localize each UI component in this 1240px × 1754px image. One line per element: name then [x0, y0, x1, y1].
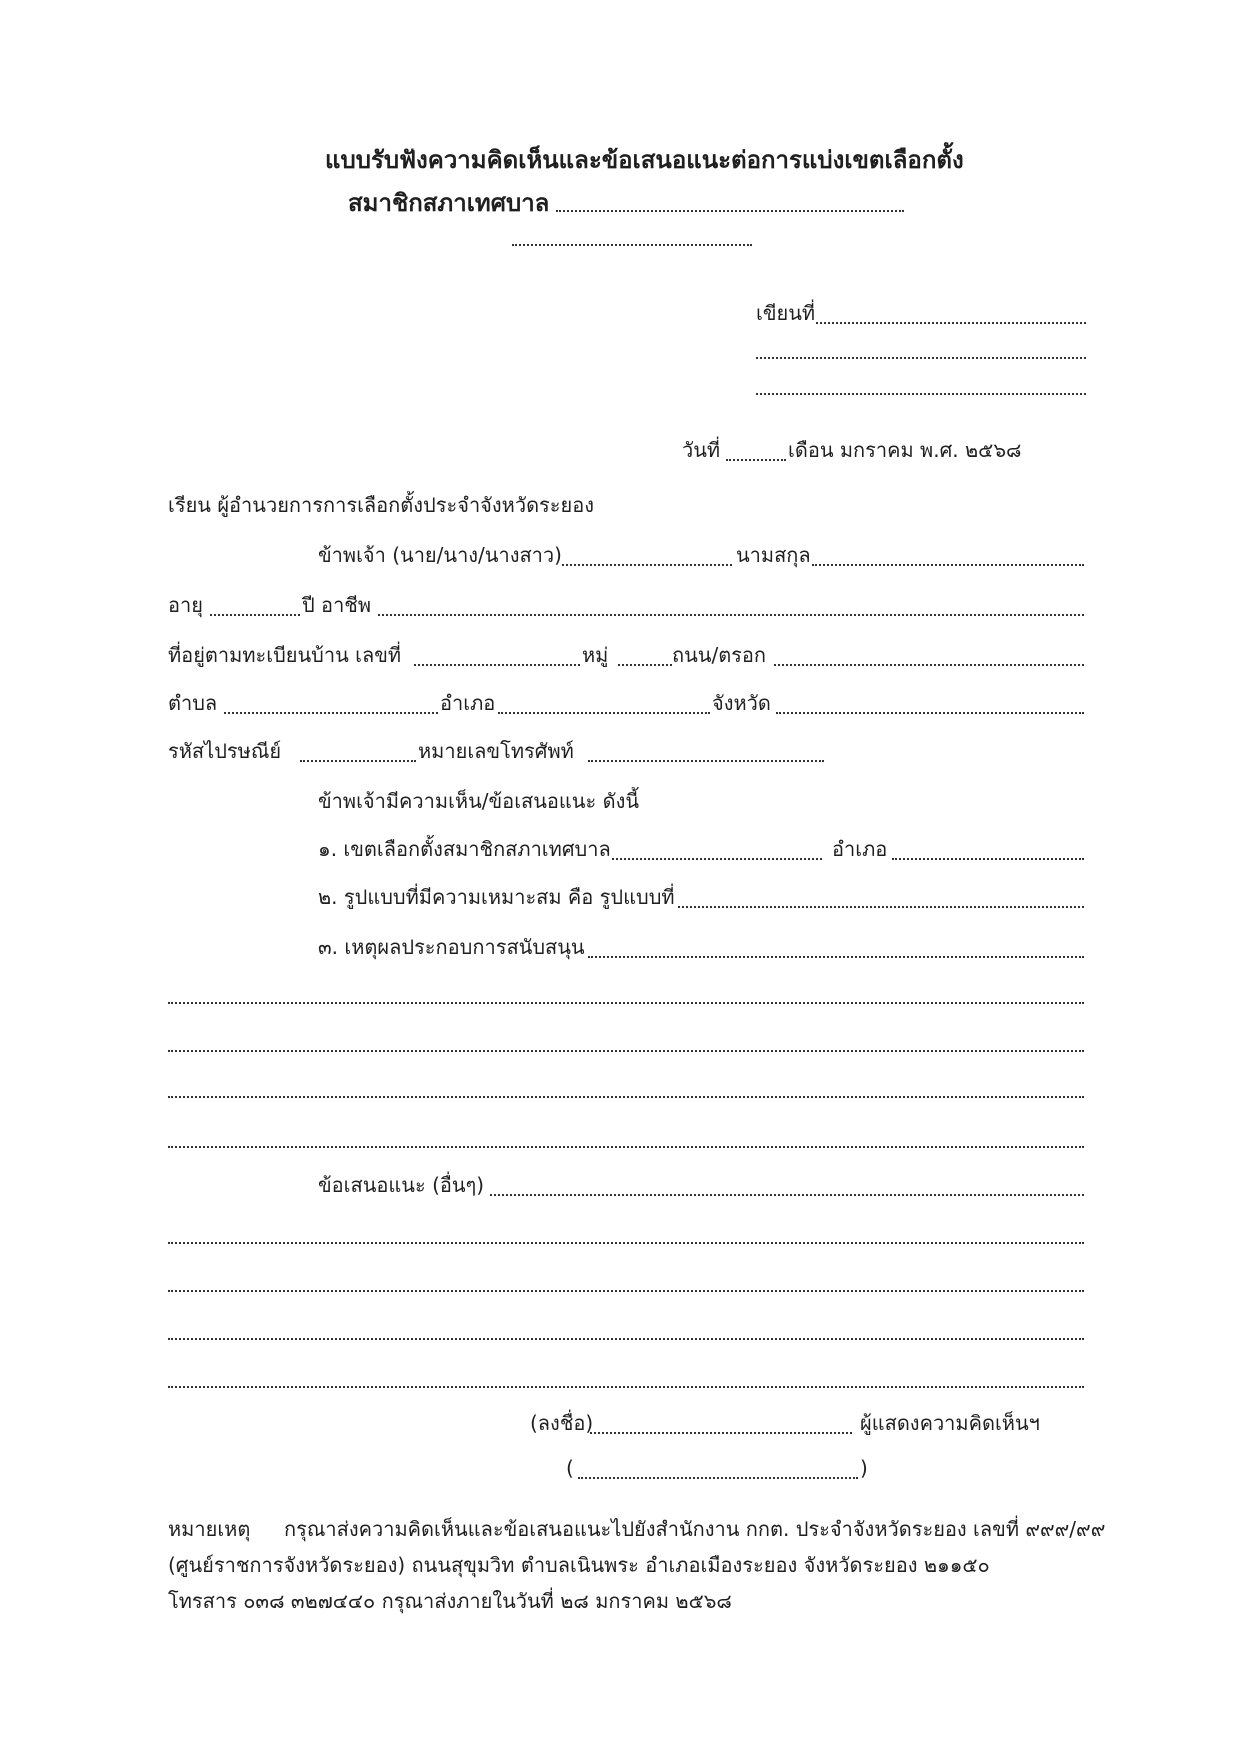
- item2-label: ๒. รูปแบบที่มีความเหมาะสม คือ รูปแบบที่: [318, 885, 675, 909]
- municipality-name-field[interactable]: [556, 210, 904, 212]
- form-title-line1: แบบรับฟังความคิดเห็นและข้อเสนอแนะต่อการแบ่งเขตเลือกตั้ง: [325, 146, 964, 174]
- date-day-field[interactable]: [726, 459, 786, 461]
- house-number-field[interactable]: [414, 664, 580, 666]
- suggestion-line-1[interactable]: [168, 1242, 1084, 1244]
- name-label: ข้าพเจ้า (นาย/นาง/นางสาว): [318, 543, 562, 567]
- form-title-line2: สมาชิกสภาเทศบาล: [348, 189, 550, 217]
- phone-label: หมายเลขโทรศัพท์: [418, 739, 574, 763]
- reason-line-3[interactable]: [168, 1096, 1084, 1098]
- name-field[interactable]: [562, 564, 732, 566]
- item2-model-field[interactable]: [678, 906, 1084, 908]
- postal-code-label: รหัสไปรษณีย์: [168, 739, 282, 763]
- suggestion-line-3[interactable]: [168, 1338, 1084, 1340]
- date-label: วันที่: [682, 438, 721, 462]
- suggestion-line-2[interactable]: [168, 1290, 1084, 1292]
- printed-name-open-paren: (: [566, 1456, 574, 1480]
- moo-field[interactable]: [618, 664, 672, 666]
- note-label: หมายเหตุ: [168, 1517, 251, 1541]
- item1-district-label: อำเภอ: [832, 837, 888, 861]
- age-label: อายุ: [168, 593, 203, 617]
- item3-label: ๓. เหตุผลประกอบการสนับสนุน: [318, 935, 585, 959]
- printed-name-field[interactable]: [578, 1477, 858, 1479]
- salutation: เรียน ผู้อำนวยการการเลือกตั้งประจำจังหวัดระยอง: [168, 493, 595, 517]
- postal-code-field[interactable]: [300, 760, 416, 762]
- subdistrict-field[interactable]: [224, 712, 438, 714]
- note-line-2: (ศูนย์ราชการจังหวัดระยอง) ถนนสุขุมวิท ตำบลเนินพระ อำเภอเมืองระยอง จังหวัดระยอง ๒๑๑๕๐: [168, 1553, 990, 1577]
- suggestion-line-4[interactable]: [168, 1386, 1084, 1388]
- province-label: จังหวัด: [712, 691, 771, 715]
- date-rest-text: เดือน มกราคม พ.ศ. ๒๕๖๘: [788, 438, 1022, 462]
- written-at-field[interactable]: [816, 322, 1086, 324]
- age-field[interactable]: [210, 614, 300, 616]
- written-at-field-3[interactable]: [756, 393, 1086, 395]
- municipality-subline-field[interactable]: [512, 244, 752, 246]
- note-line-3: โทรสาร ๐๓๘ ๓๒๗๔๔๐ กรุณาส่งภายในวันที่ ๒๘ มกราคม ๒๕๖๘: [168, 1589, 732, 1613]
- reason-line-4[interactable]: [168, 1146, 1084, 1148]
- item3-reason-field[interactable]: [588, 956, 1084, 958]
- opinion-intro: ข้าพเจ้ามีความเห็น/ข้อเสนอแนะ ดังนี้: [318, 789, 640, 813]
- other-suggestions-field[interactable]: [490, 1194, 1084, 1196]
- district-field[interactable]: [498, 712, 710, 714]
- other-suggestions-label: ข้อเสนอแนะ (อื่นๆ): [318, 1173, 485, 1197]
- occupation-field[interactable]: [378, 614, 1084, 616]
- signature-label: (ลงชื่อ): [530, 1411, 594, 1435]
- signature-field[interactable]: [590, 1432, 852, 1434]
- subdistrict-label: ตำบล: [168, 691, 218, 715]
- surname-label: นามสกุล: [736, 543, 811, 567]
- occupation-label: ปี อาชีพ: [302, 593, 372, 617]
- reason-line-2[interactable]: [168, 1050, 1084, 1052]
- road-field[interactable]: [774, 664, 1084, 666]
- district-label: อำเภอ: [440, 691, 496, 715]
- address-label: ที่อยู่ตามทะเบียนบ้าน เลขที่: [168, 643, 402, 667]
- item1-municipality-field-line[interactable]: [612, 858, 822, 860]
- item1-district-field[interactable]: [892, 858, 1084, 860]
- item1-label: ๑. เขตเลือกตั้งสมาชิกสภาเทศบาล: [318, 837, 611, 861]
- note-line-1: กรุณาส่งความคิดเห็นและข้อเสนอแนะไปยังสำนักงาน กกต. ประจำจังหวัดระยอง เลขที่ ๙๙๙/๙๙: [284, 1517, 1106, 1541]
- surname-field[interactable]: [812, 564, 1084, 566]
- road-label: ถนน/ตรอก: [672, 643, 767, 667]
- reason-line-1[interactable]: [168, 1002, 1084, 1004]
- printed-name-close-paren: ): [860, 1456, 868, 1480]
- province-field[interactable]: [776, 712, 1084, 714]
- phone-field[interactable]: [588, 760, 824, 762]
- signer-role: ผู้แสดงความคิดเห็นฯ: [860, 1411, 1040, 1435]
- written-at-field-2[interactable]: [756, 357, 1086, 359]
- written-at-label: เขียนที่: [756, 301, 816, 325]
- moo-label: หมู่: [582, 643, 609, 667]
